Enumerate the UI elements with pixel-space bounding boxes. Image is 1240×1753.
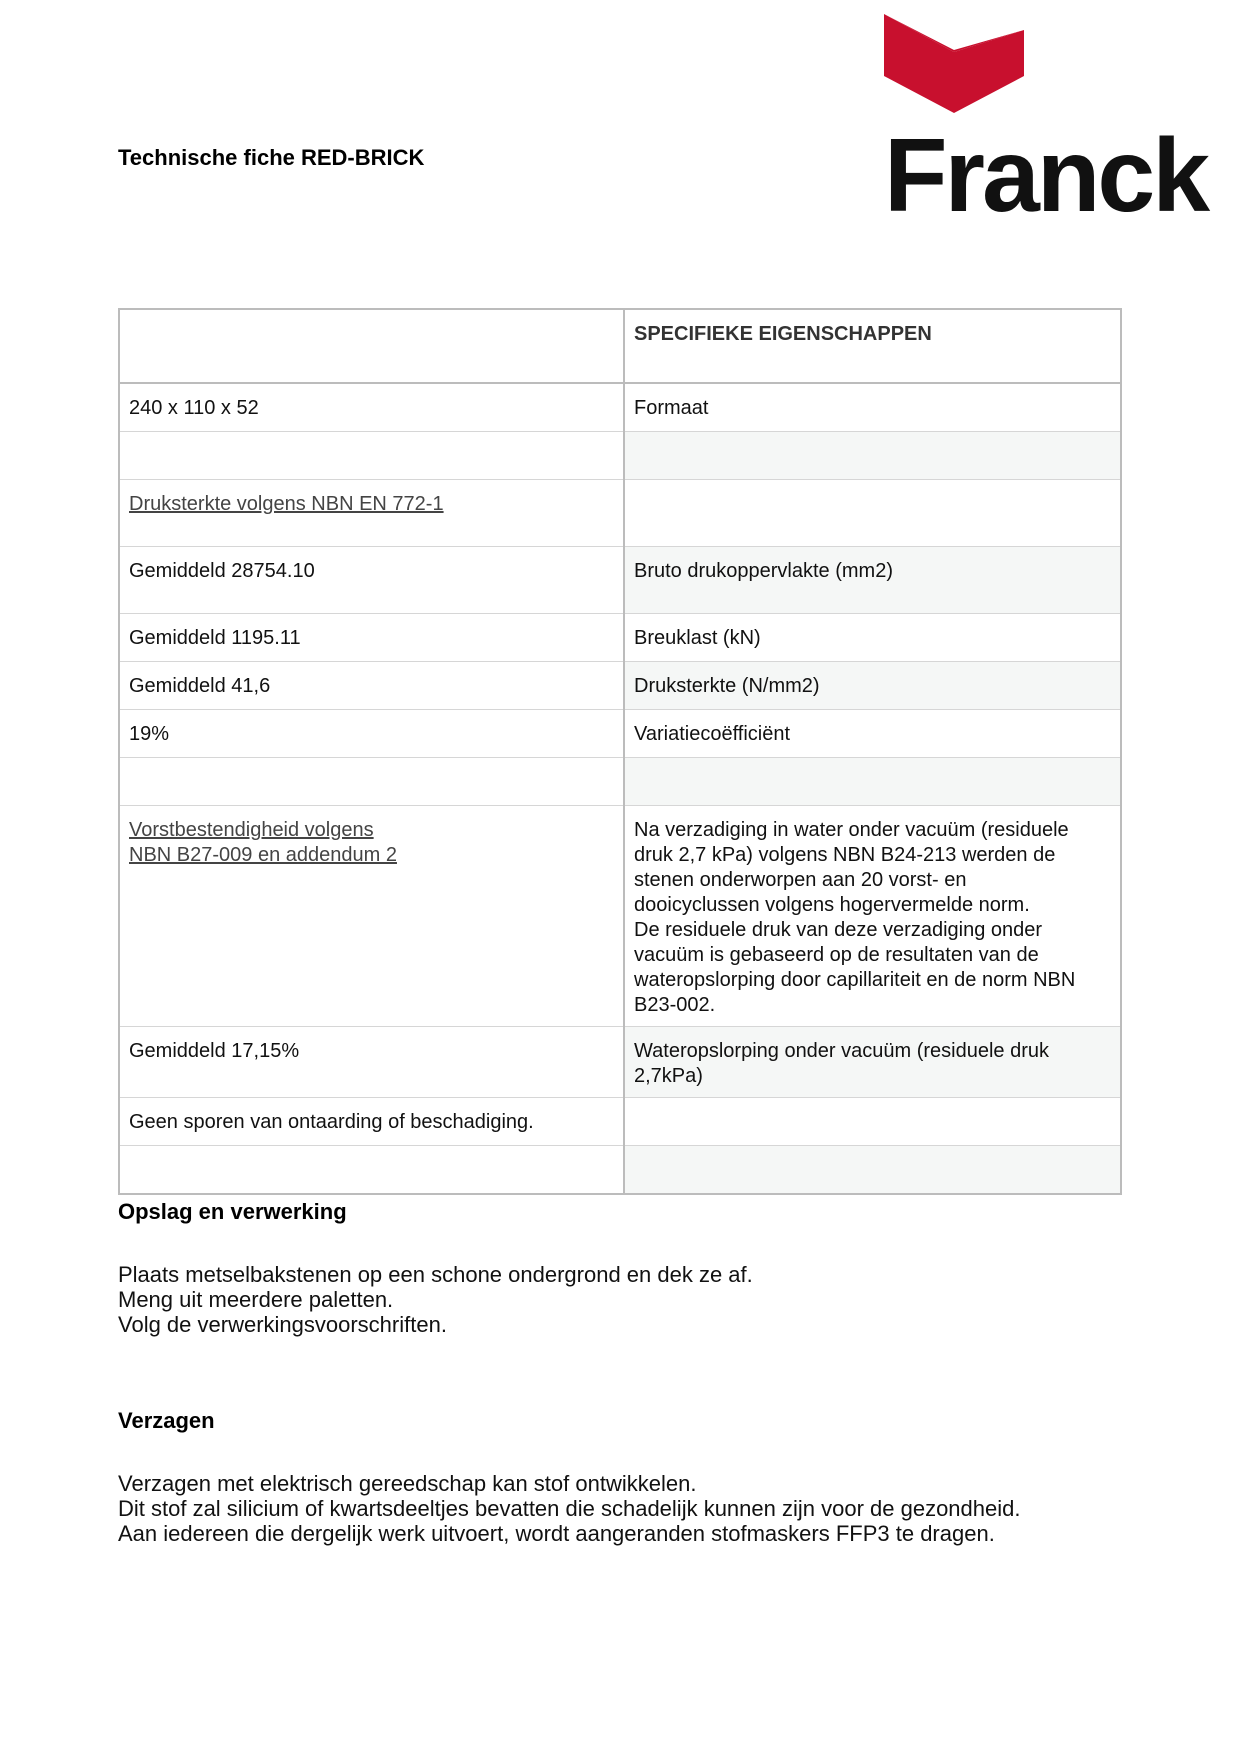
frost-description-line: dooicyclussen volgens hogervermelde norm. xyxy=(634,894,1030,916)
value-cell xyxy=(119,806,624,1027)
value-cell: Gemiddeld 28754.10 xyxy=(119,547,624,614)
storage-paragraph xyxy=(118,1262,753,1337)
table-row xyxy=(119,383,1121,432)
table-row xyxy=(119,480,1121,547)
table-header-row xyxy=(119,309,1121,383)
table-row xyxy=(119,547,1121,614)
property-cell: Bruto drukoppervlakte (mm2) xyxy=(624,547,1121,614)
frost-description-line: Na verzadiging in water onder vacuüm (residuele xyxy=(634,819,1069,841)
property-cell: Formaat xyxy=(624,383,1121,432)
table-row xyxy=(119,1146,1121,1195)
frost-description-line: stenen onderworpen aan 20 vorst- en xyxy=(634,869,967,891)
value-cell: Geen sporen van ontaarding of beschadiging. xyxy=(119,1098,624,1146)
frost-link-line: Vorstbestendigheid volgens xyxy=(129,819,374,841)
storage-line: Meng uit meerdere paletten. xyxy=(118,1287,394,1312)
table-row xyxy=(119,1027,1121,1098)
header-right-cell xyxy=(624,309,1121,383)
value-cell xyxy=(119,480,624,547)
franck-logo xyxy=(884,14,1208,234)
value-cell: 240 x 110 x 52 xyxy=(119,383,624,432)
property-cell: Variatiecoëfficiënt xyxy=(624,710,1121,758)
property-cell xyxy=(624,1146,1121,1195)
value-cell: Gemiddeld 41,6 xyxy=(119,662,624,710)
specifications-table xyxy=(118,308,1122,1195)
table-row xyxy=(119,662,1121,710)
specific-properties-heading: SPECIFIEKE EIGENSCHAPPEN xyxy=(634,323,932,345)
storage-line: Volg de verwerkingsvoorschriften. xyxy=(118,1312,447,1337)
property-cell xyxy=(624,432,1121,480)
logo-wordmark: Franck xyxy=(884,118,1208,234)
water-absorption-line: 2,7kPa) xyxy=(634,1065,703,1087)
value-cell: Gemiddeld 17,15% xyxy=(119,1027,624,1098)
frost-description-line: wateropslorping door capillariteit en de norm NBN xyxy=(634,969,1076,991)
property-cell xyxy=(624,1027,1121,1098)
table-row xyxy=(119,614,1121,662)
storage-heading: Opslag en verwerking xyxy=(118,1199,347,1224)
sawing-paragraph xyxy=(118,1471,1020,1546)
document-title: Technische fiche RED-BRICK xyxy=(118,145,425,170)
storage-line: Plaats metselbakstenen op een schone ondergrond en dek ze af. xyxy=(118,1262,753,1287)
sawing-line: Aan iedereen die dergelijk werk uitvoert, wordt aangeranden stofmaskers FFP3 te dragen. xyxy=(118,1521,995,1546)
property-cell: Druksterkte (N/mm2) xyxy=(624,662,1121,710)
property-cell xyxy=(624,758,1121,806)
property-cell xyxy=(624,806,1121,1027)
table-row xyxy=(119,432,1121,480)
property-cell: Breuklast (kN) xyxy=(624,614,1121,662)
chevron-logo-mark xyxy=(884,14,1024,114)
frost-link-line: NBN B27-009 en addendum 2 xyxy=(129,844,397,866)
header-left-cell xyxy=(119,309,624,383)
table-row xyxy=(119,758,1121,806)
sawing-line: Verzagen met elektrisch gereedschap kan stof ontwikkelen. xyxy=(118,1471,697,1496)
sawing-heading: Verzagen xyxy=(118,1408,215,1433)
table-row xyxy=(119,806,1121,1027)
frost-description-line: druk 2,7 kPa) volgens NBN B24-213 werden de xyxy=(634,844,1056,866)
value-cell xyxy=(119,758,624,806)
table-row xyxy=(119,710,1121,758)
frost-description-line: De residuele druk van deze verzadiging onder xyxy=(634,919,1043,941)
value-cell: 19% xyxy=(119,710,624,758)
compressive-strength-standard-link[interactable]: Druksterkte volgens NBN EN 772-1 xyxy=(129,493,444,515)
value-cell xyxy=(119,1146,624,1195)
property-cell xyxy=(624,1098,1121,1146)
property-cell xyxy=(624,480,1121,547)
frost-resistance-standard-link[interactable] xyxy=(129,819,397,866)
water-absorption-line: Wateropslorping onder vacuüm (residuele druk xyxy=(634,1040,1050,1062)
frost-description-line: B23-002. xyxy=(634,994,716,1016)
sawing-line: Dit stof zal silicium of kwartsdeeltjes bevatten die schadelijk kunnen zijn voor de gezondheid. xyxy=(118,1496,1021,1521)
frost-description-line: vacuüm is gebaseerd op de resultaten van de xyxy=(634,944,1039,966)
value-cell xyxy=(119,432,624,480)
value-cell: Gemiddeld 1195.11 xyxy=(119,614,624,662)
table-row xyxy=(119,1098,1121,1146)
